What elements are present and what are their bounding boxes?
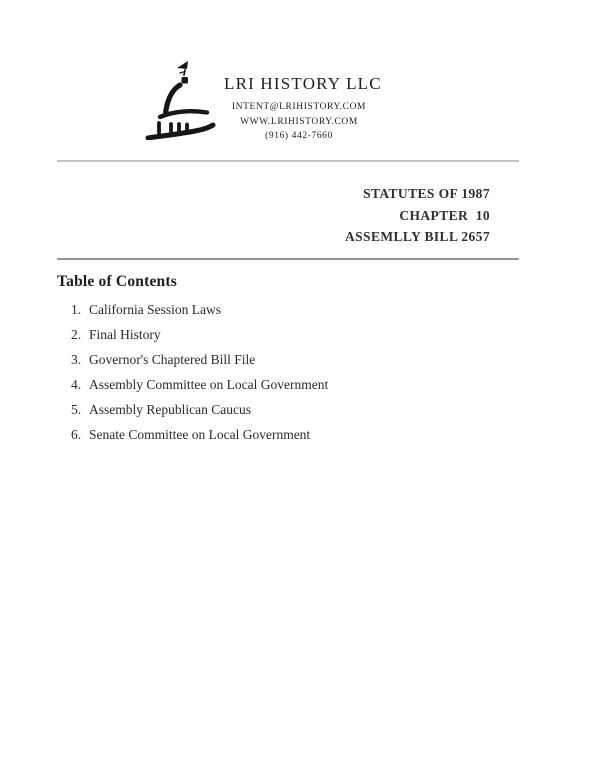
statutes-line: STATUTES OF 1987 (363, 186, 490, 201)
toc-item-number: 2. (71, 327, 82, 342)
toc-item-label: Assembly Republican Caucus (89, 402, 251, 417)
case-header (345, 183, 490, 248)
toc-item (57, 327, 328, 352)
chapter-line: CHAPTER 10 (399, 207, 490, 223)
toc-item (57, 427, 328, 452)
toc-item-label: Governor's Chaptered Bill File (89, 352, 256, 367)
company-contact-block (224, 100, 374, 144)
toc-item (57, 402, 328, 427)
toc-list (57, 302, 328, 452)
company-phone: (916) 442-7660 (265, 131, 333, 141)
company-name: LRI HISTORY LLC (224, 74, 382, 93)
toc-item (57, 377, 328, 402)
toc-item-number: 3. (71, 352, 82, 367)
company-website: WWW.LRIHISTORY.COM (240, 116, 358, 127)
divider-bottom (57, 258, 519, 260)
toc-item-label: California Session Laws (89, 302, 221, 317)
toc-item-number: 4. (71, 377, 82, 392)
capitol-dome-logo-icon (145, 60, 223, 140)
toc-item-label: Final History (89, 327, 161, 342)
toc-item-label: Senate Committee on Local Government (89, 427, 311, 442)
toc-item (57, 352, 328, 377)
toc-title: Table of Contents (57, 273, 177, 290)
company-email: INTENT@LRIHISTORY.COM (231, 102, 367, 112)
divider-top (57, 160, 519, 162)
toc-item-number: 6. (71, 427, 82, 442)
toc-item (57, 302, 328, 327)
assembly-bill-line: ASSEMLLY BILL 2657 (344, 229, 490, 244)
toc-item-number: 5. (71, 402, 82, 417)
toc-item-label: Assembly Committee on Local Government (89, 377, 329, 392)
toc-item-number: 1. (71, 302, 82, 317)
letterhead (224, 74, 382, 144)
